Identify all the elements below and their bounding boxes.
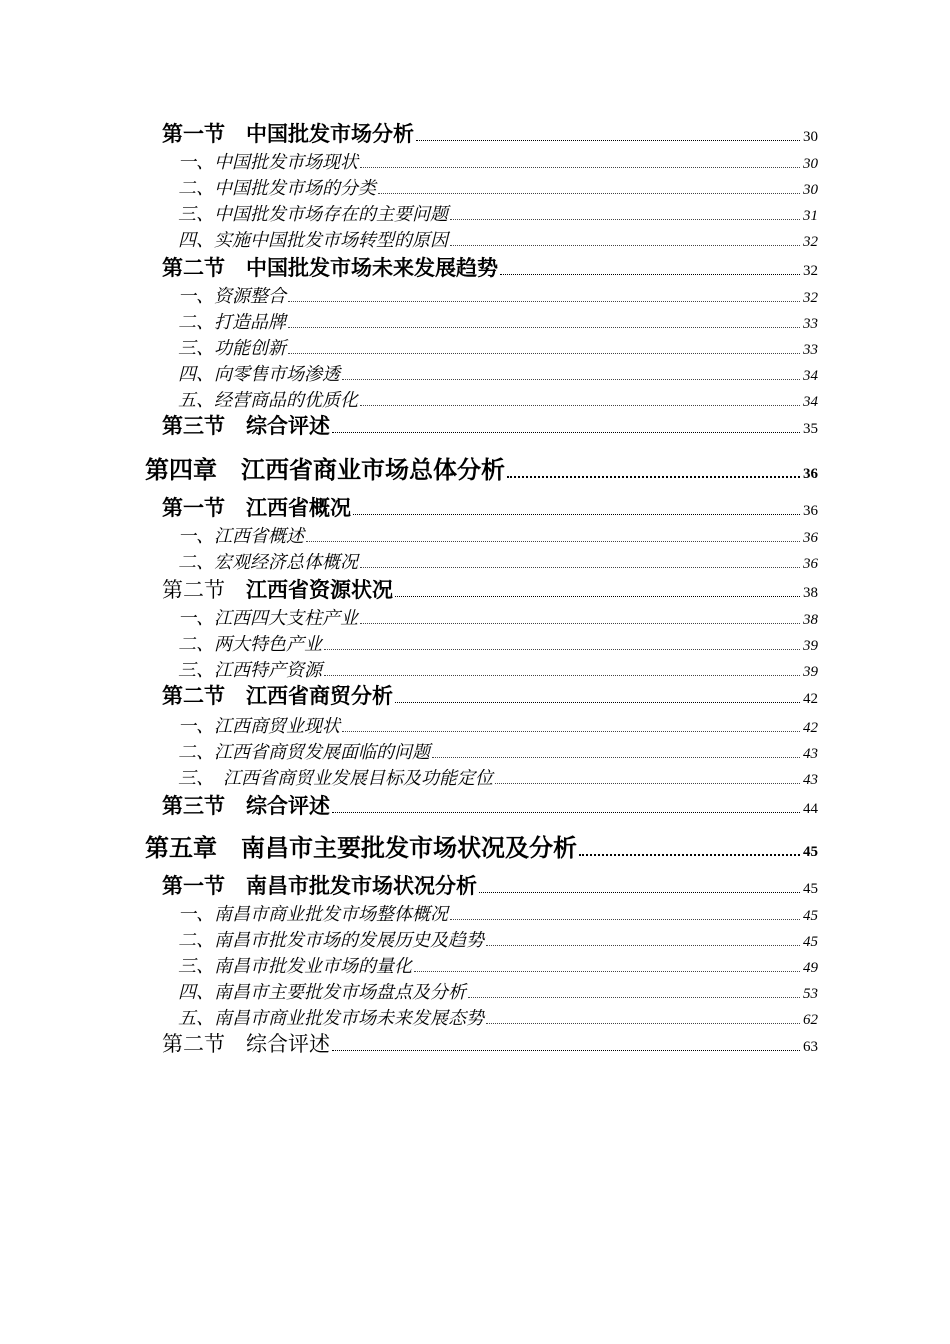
toc-entry-label: 二、南昌市批发市场的发展历史及趋势 — [178, 930, 484, 951]
toc-chapter-row[interactable] — [145, 828, 818, 863]
toc-entry-label: 三、功能创新 — [178, 338, 286, 359]
dot-leader — [332, 1050, 800, 1051]
dot-leader — [360, 567, 800, 568]
toc-entry-label: 三、江西特产资源 — [178, 660, 322, 681]
toc-entry-label: 第二节 综合评述 — [162, 1032, 330, 1056]
dot-leader — [450, 219, 800, 220]
toc-entry-label: 第四章 江西省商业市场总体分析 — [145, 455, 505, 484]
dot-leader — [288, 301, 800, 302]
toc-page-number: 53 — [803, 986, 818, 1002]
dot-leader — [332, 812, 800, 813]
toc-entry-label: 第一节 南昌市批发市场状况分析 — [162, 873, 477, 898]
toc-entry-label: 一、江西商贸业现状 — [178, 716, 340, 737]
dot-leader — [450, 919, 800, 920]
toc-item-row[interactable] — [178, 764, 818, 790]
toc-page-number: 45 — [803, 844, 818, 860]
toc-page-number: 42 — [803, 691, 818, 707]
dot-leader — [360, 167, 800, 168]
toc-item-row[interactable] — [178, 174, 818, 200]
toc-item-row[interactable] — [178, 200, 818, 226]
toc-entry-label: 三、中国批发市场存在的主要问题 — [178, 204, 448, 225]
toc-page-number: 30 — [803, 156, 818, 172]
toc-section-row[interactable] — [162, 118, 818, 148]
toc-item-row[interactable] — [178, 1004, 818, 1030]
dot-leader — [416, 140, 800, 141]
toc-page-number: 32 — [803, 234, 818, 250]
toc-entry-label: 四、向零售市场渗透 — [178, 364, 340, 385]
toc-page-number: 34 — [803, 368, 818, 384]
toc-page-number: 36 — [803, 556, 818, 572]
dot-leader — [468, 997, 800, 998]
toc-item-row[interactable] — [178, 308, 818, 334]
dot-leader — [486, 1023, 800, 1024]
dot-leader — [500, 274, 800, 275]
toc-item-row[interactable] — [178, 926, 818, 952]
toc-item-row[interactable] — [178, 360, 818, 386]
toc-entry-label: 二、打造品牌 — [178, 312, 286, 333]
toc-entry-label: 五、南昌市商业批发市场未来发展态势 — [178, 1008, 484, 1029]
toc-page-number: 45 — [803, 934, 818, 950]
toc-page-number: 43 — [803, 772, 818, 788]
toc-page-number: 35 — [803, 421, 818, 437]
toc-page-number: 34 — [803, 394, 818, 410]
toc-entry-label: 四、实施中国批发市场转型的原因 — [178, 230, 448, 251]
toc-entry-label: 第二节 中国批发市场未来发展趋势 — [162, 255, 498, 280]
toc-page-number: 49 — [803, 960, 818, 976]
toc-item-row[interactable] — [178, 630, 818, 656]
dot-leader — [479, 892, 800, 893]
toc-entry-label: 二、中国批发市场的分类 — [178, 178, 376, 199]
toc-entry-label: 第二节 江西省资源状况 — [162, 577, 393, 602]
toc-item-row[interactable] — [178, 334, 818, 360]
toc-entry-label: 第二节 江西省商贸分析 — [162, 683, 393, 708]
toc-section-row[interactable] — [162, 410, 818, 440]
toc-page-number: 62 — [803, 1012, 818, 1028]
toc-section-row[interactable] — [162, 870, 818, 900]
dot-leader — [395, 702, 800, 703]
dot-leader — [288, 353, 800, 354]
dot-leader — [450, 245, 800, 246]
toc-page-number: 31 — [803, 208, 818, 224]
toc-item-row[interactable] — [178, 604, 818, 630]
toc-page-number: 44 — [803, 801, 818, 817]
toc-page-number: 30 — [803, 129, 818, 145]
toc-page-number: 38 — [803, 585, 818, 601]
toc-item-row[interactable] — [178, 548, 818, 574]
toc-item-row[interactable] — [178, 148, 818, 174]
dot-leader — [378, 193, 800, 194]
dot-leader — [324, 649, 800, 650]
toc-page-number: 42 — [803, 720, 818, 736]
toc-item-row[interactable] — [178, 656, 818, 682]
dot-leader — [432, 757, 800, 758]
toc-page-number: 43 — [803, 746, 818, 762]
dot-leader — [324, 675, 800, 676]
dot-leader — [414, 971, 800, 972]
toc-page-number: 39 — [803, 664, 818, 680]
toc-entry-label: 一、江西省概述 — [178, 526, 304, 547]
toc-section-row[interactable] — [162, 492, 818, 522]
toc-entry-label: 二、江西省商贸发展面临的问题 — [178, 742, 430, 763]
toc-entry-label: 五、经营商品的优质化 — [178, 390, 358, 411]
toc-item-row[interactable] — [178, 952, 818, 978]
toc-entry-label: 一、中国批发市场现状 — [178, 152, 358, 173]
toc-page-number: 63 — [803, 1039, 818, 1055]
dot-leader — [342, 731, 800, 732]
toc-page-number: 32 — [803, 290, 818, 306]
dot-leader — [353, 514, 800, 515]
toc-entry-label: 第一节 江西省概况 — [162, 495, 351, 520]
toc-entry-label: 二、两大特色产业 — [178, 634, 322, 655]
toc-page-number: 32 — [803, 263, 818, 279]
toc-page-number: 36 — [803, 530, 818, 546]
toc-item-row[interactable] — [178, 282, 818, 308]
dot-leader — [306, 541, 800, 542]
toc-section-row[interactable] — [162, 1028, 818, 1058]
toc-page-number: 36 — [803, 503, 818, 519]
toc-entry-label: 第一节 中国批发市场分析 — [162, 121, 414, 146]
dot-leader — [395, 596, 800, 597]
toc-entry-label: 第三节 综合评述 — [162, 793, 330, 818]
dot-leader — [342, 379, 800, 380]
dot-leader — [495, 783, 800, 784]
toc-page-number: 33 — [803, 316, 818, 332]
toc-item-row[interactable] — [178, 226, 818, 252]
toc-item-row[interactable] — [178, 978, 818, 1004]
dot-leader — [579, 854, 800, 856]
toc-page-number: 38 — [803, 612, 818, 628]
toc-entry-label: 第三节 综合评述 — [162, 413, 330, 438]
toc-section-row[interactable] — [162, 252, 818, 282]
toc-entry-label: 一、南昌市商业批发市场整体概况 — [178, 904, 448, 925]
toc-item-row[interactable] — [178, 712, 818, 738]
toc-item-row[interactable] — [178, 522, 818, 548]
toc-item-row[interactable] — [178, 900, 818, 926]
toc-page-number: 33 — [803, 342, 818, 358]
toc-page-number: 36 — [803, 466, 818, 482]
toc-section-row[interactable] — [162, 680, 818, 710]
toc-entry-label: 第五章 南昌市主要批发市场状况及分析 — [145, 833, 577, 862]
toc-chapter-row[interactable] — [145, 450, 818, 485]
toc-entry-label: 三、南昌市批发业市场的量化 — [178, 956, 412, 977]
toc-entry-label: 一、江西四大支柱产业 — [178, 608, 358, 629]
dot-leader — [288, 327, 800, 328]
dot-leader — [360, 405, 800, 406]
toc-page-number: 30 — [803, 182, 818, 198]
toc-item-row[interactable] — [178, 738, 818, 764]
toc-page-number: 39 — [803, 638, 818, 654]
toc-page-number: 45 — [803, 908, 818, 924]
dot-leader — [332, 432, 800, 433]
dot-leader — [360, 623, 800, 624]
toc-section-row[interactable] — [162, 790, 818, 820]
toc-section-row[interactable] — [162, 574, 818, 604]
toc-item-row[interactable] — [178, 386, 818, 412]
toc-entry-label: 一、资源整合 — [178, 286, 286, 307]
toc-page-number: 45 — [803, 881, 818, 897]
dot-leader — [486, 945, 800, 946]
toc-entry-label: 二、宏观经济总体概况 — [178, 552, 358, 573]
dot-leader — [507, 476, 800, 478]
toc-entry-label: 四、南昌市主要批发市场盘点及分析 — [178, 982, 466, 1003]
toc-entry-label: 三、 江西省商贸业发展目标及功能定位 — [178, 768, 493, 789]
